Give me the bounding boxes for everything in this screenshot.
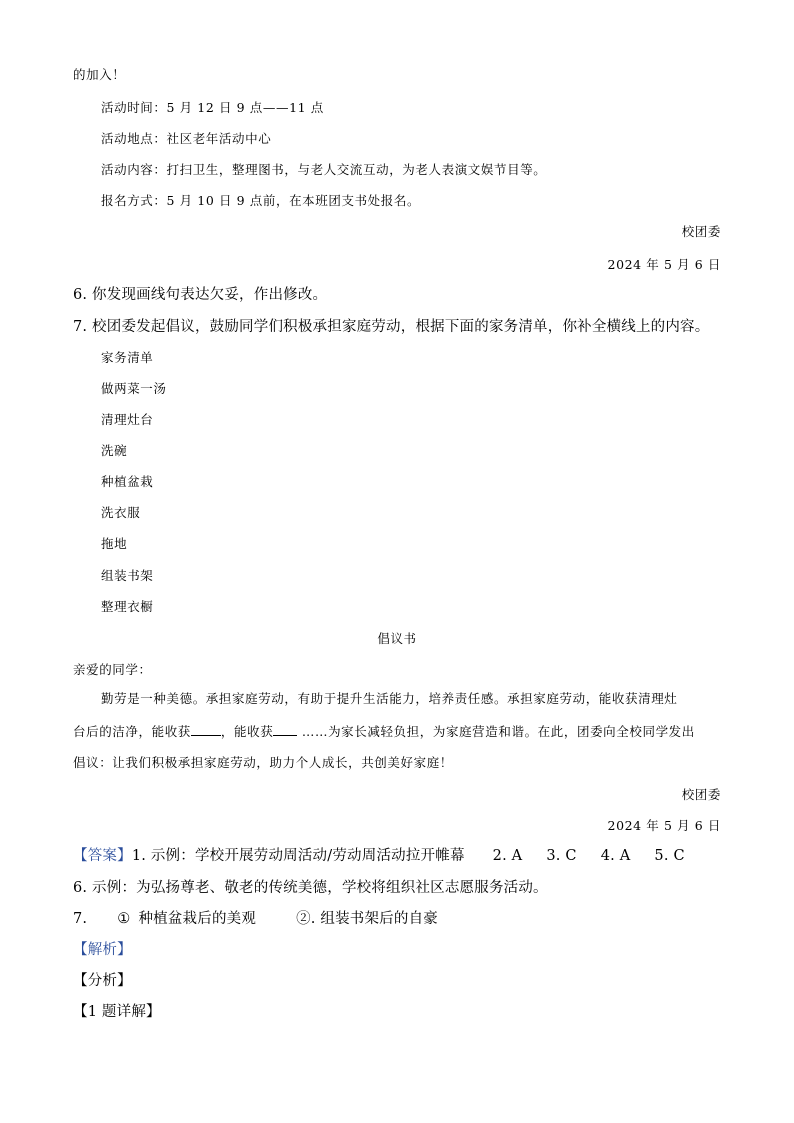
answer-label: 【答案】	[73, 848, 132, 864]
answer-row-7	[73, 910, 438, 928]
chore-item: 清理灶台	[101, 412, 154, 427]
answer-3: 3. C	[546, 848, 577, 864]
chore-item: 洗碗	[101, 443, 128, 458]
question-6: 6. 你发现画线句表达欠妥，作出修改。	[73, 287, 328, 303]
notice-intro-tail: 的加入！	[73, 67, 126, 82]
answer-7-circle-1: ①	[117, 911, 131, 927]
answer-6: 6. 示例：为弘扬尊老、敬老的传统美德，学校将组织社区志愿服务活动。	[73, 880, 548, 896]
notice-date: 2024 年 5 月 6 日	[607, 257, 721, 272]
chore-item: 种植盆栽	[101, 474, 154, 489]
answer-7-circle-2: ②	[296, 911, 311, 927]
analysis-jiexi: 【解析】	[73, 942, 132, 958]
proposal-title: 倡议书	[377, 631, 417, 646]
answer-7-text-1: 种植盆栽后的美观	[138, 911, 257, 927]
answer-1: 1. 示例：学校开展劳动周活动/劳动周活动拉开帷幕	[131, 848, 465, 864]
proposal-line-2-part-b: ，能收获	[220, 724, 274, 739]
chore-list-title: 家务清单	[101, 350, 154, 365]
answer-7-number: 7.	[73, 911, 88, 927]
chore-item: 拖地	[101, 536, 128, 551]
notice-content: 活动内容：打扫卫生，整理图书，与老人交流互动，为老人表演文娱节目等。	[101, 162, 547, 177]
chore-item: 组装书架	[101, 568, 154, 583]
proposal-line-1: 勤劳是一种美德。承担家庭劳动，有助于提升生活能力，培养责任感。承担家庭劳动，能收获清理灶	[101, 691, 678, 706]
answer-2: 2. A	[492, 848, 523, 864]
answer-7-text-2: . 组装书架后的自豪	[310, 911, 438, 927]
chore-item: 做两菜一汤	[101, 381, 167, 396]
proposal-line-3: 倡议：让我们积极承担家庭劳动，助力个人成长，共创美好家庭！	[73, 755, 453, 770]
answer-4: 4. A	[600, 848, 631, 864]
proposal-signer: 校团委	[681, 787, 721, 802]
proposal-greeting: 亲爱的同学：	[73, 662, 152, 677]
answer-row-1	[73, 847, 685, 865]
fill-blank-1	[191, 722, 221, 736]
analysis-fenxi: 【分析】	[73, 973, 132, 989]
notice-time: 活动时间：5 月 12 日 9 点——11 点	[101, 100, 324, 115]
question-7: 7. 校团委发起倡议，鼓励同学们积极承担家庭劳动，根据下面的家务清单，你补全横线上的内容。	[73, 319, 710, 335]
proposal-date: 2024 年 5 月 6 日	[607, 818, 721, 833]
chore-item: 洗衣服	[101, 505, 141, 520]
answer-5: 5. C	[654, 848, 685, 864]
notice-signer: 校团委	[681, 224, 721, 239]
proposal-line-2	[73, 722, 695, 741]
chore-item: 整理衣橱	[101, 599, 154, 614]
proposal-line-2-part-c: ……为家长减轻负担，为家庭营造和谐。在此，团委向全校同学发出	[297, 724, 695, 739]
analysis-detail-1: 【1 题详解】	[73, 1004, 161, 1020]
notice-signup: 报名方式：5 月 10 日 9 点前，在本班团支书处报名。	[101, 193, 421, 208]
fill-blank-2	[273, 722, 297, 736]
proposal-line-2-part-a: 台后的洁净，能收获	[73, 724, 191, 739]
notice-place: 活动地点：社区老年活动中心	[101, 131, 272, 146]
